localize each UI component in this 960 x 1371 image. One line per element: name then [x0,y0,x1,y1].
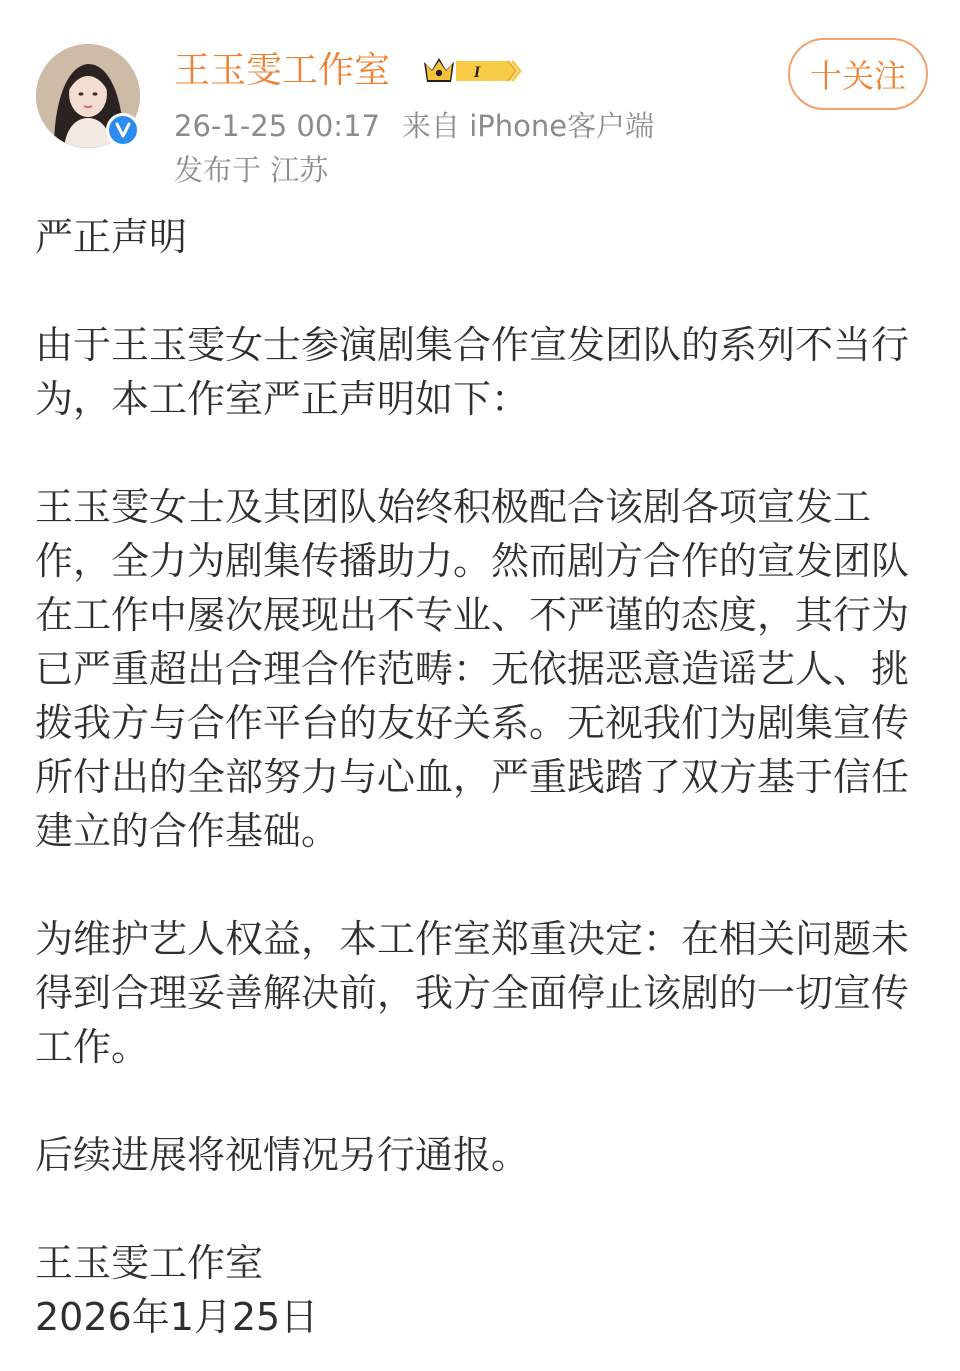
author-name[interactable]: 王玉雯工作室 [174,50,391,91]
post-meta [174,108,654,144]
post-header [0,0,960,200]
statement-paragraph: 由于王玉雯女士参演剧集合作宣发团队的系列不当行为，本工作室严正声明如下： [35,323,910,421]
follow-button[interactable]: 十关注 [788,38,928,110]
statement-paragraph: 为维护艺人权益，本工作室郑重决定：在相关问题未得到合理妥善解决前，我方全面停止该剧的一切宣传工作。 [35,917,910,1069]
statement-title: 严正声明 [35,215,188,259]
statement-paragraph: 后续进展将视情况另行通报。 [35,1133,530,1177]
post-location: 发布于 江苏 [174,153,329,187]
post-body [35,210,935,1344]
post-time: 26-1-25 00:17 [174,109,380,143]
verified-badge-icon [106,113,140,147]
post-source: 来自 iPhone客户端 [401,109,655,143]
statement-paragraph: 王玉雯女士及其团队始终积极配合该剧各项宣发工作，全力为剧集传播助力。然而剧方合作的宣发团队在工作中屡次展现出不专业、不严谨的态度，其行为已严重超出合理合作范畴：无依据恶意造谣艺人、挑拨我方与合作平台的友好关系。无视我们为剧集宣传所付出的全部努力与心血，严重践踏了双方基于信任建立的合作基础。 [35,485,910,853]
vip-level: I [473,64,481,81]
statement-date: 2026年1月25日 [35,1295,319,1339]
statement-signature: 王玉雯工作室 [35,1241,264,1285]
vip-crown-icon[interactable] [420,54,524,88]
